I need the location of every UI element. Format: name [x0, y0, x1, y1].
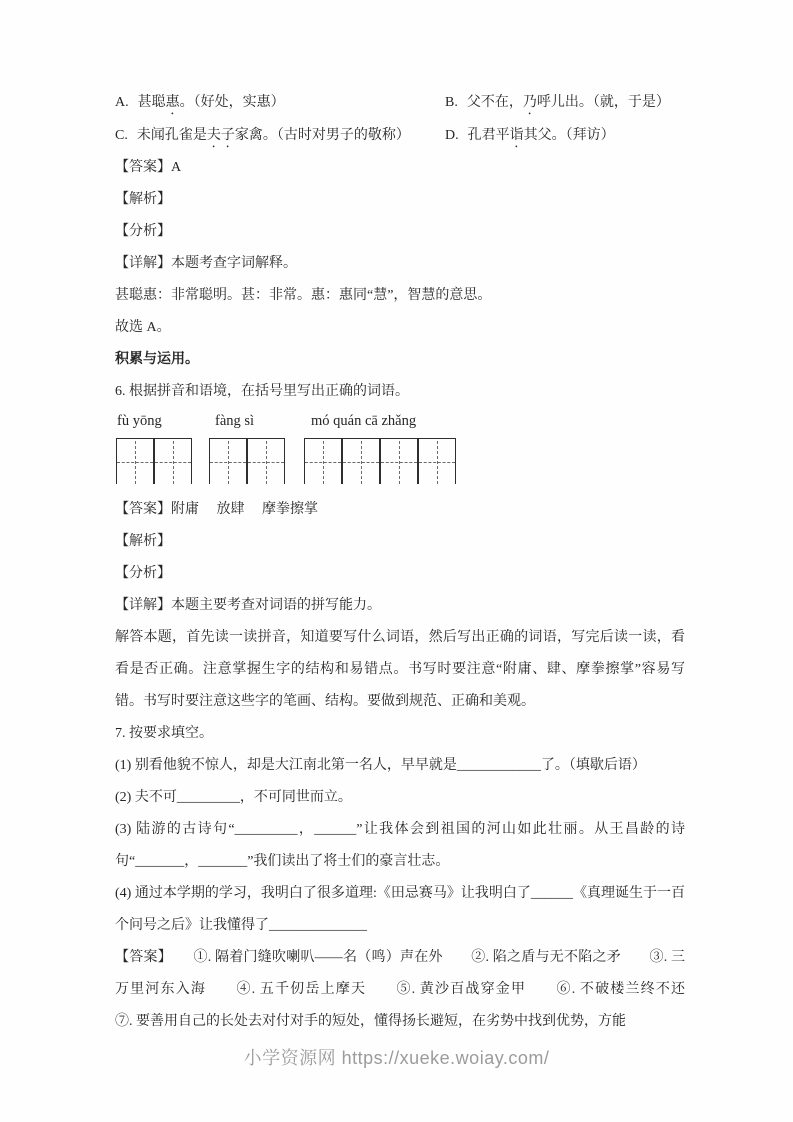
writing-grids-row: [115, 438, 685, 485]
pinyin-word-3: mó quán cā zhǎng: [311, 413, 417, 429]
option-d-label: D.: [445, 128, 459, 143]
footer-site-url: https://xueke.woiay.com/: [341, 1048, 550, 1068]
q6-jiexi-label: 【解析】: [115, 534, 171, 549]
q6-fenxi-label: 【分析】: [115, 566, 171, 581]
q5-conclusion-line: 故选 A。: [115, 320, 171, 335]
option-b-text: 父不在，: [466, 95, 523, 110]
option-c-gloss: 家禽。（古时对男子的敬称）: [234, 128, 410, 143]
q6-detail-line: 【详解】本题主要考查对词语的拼写能力。: [115, 598, 381, 613]
section-title: 积累与运用。: [115, 352, 199, 367]
pinyin-word-1: fù yōng: [117, 413, 162, 429]
writing-grid-cell: [305, 439, 341, 484]
option-a-gloss: 。（好处，实惠）: [179, 95, 285, 110]
writing-grid: [116, 438, 192, 484]
options-row-2: [115, 119, 685, 152]
writing-grid-cell: [117, 439, 153, 484]
footer-site-name: 小学资源网: [243, 1048, 342, 1068]
writing-grid-cell: [153, 439, 191, 484]
writing-grid-cell: [246, 439, 284, 484]
option-d-gloss: 其父。（拜访）: [523, 128, 615, 143]
option-b-gloss: 呼儿出。（就，于是）: [536, 95, 670, 110]
option-a-emphasized-char: 惠: [165, 95, 180, 110]
option-b: [445, 86, 685, 119]
pinyin-row: [115, 408, 685, 435]
q5-answer-line: 【答案】A: [115, 160, 182, 175]
q7-item-3: (3) 陆游的古诗句“_________，______”让我体会到祖国的河山如此壮丽。从王昌龄的诗句“_______，_______”我们读出了将士们的豪言壮志。: [115, 822, 685, 869]
q7-item-2: (2) 夫不可_________，不可同世而立。: [115, 790, 352, 805]
writing-grid: [304, 438, 456, 484]
q6-explanation-paragraph: 解答本题，首先读一读拼音，知道要写什么词语，然后写出正确的词语，写完后读一读，看看是否正确。注意掌握生字的结构和易错点。书写时要注意“附庸、肆、摩拳擦掌”容易写错。书写时要注意这些字的笔画、结构。要做到规范、正确和美观。: [115, 630, 685, 709]
option-d-text: 孔君平: [467, 128, 510, 143]
option-c-text: 未闻孔雀是: [136, 128, 207, 143]
pinyin-word-2: fàng sì: [215, 413, 255, 429]
q7-item-1: (1) 别看他貌不惊人，却是大江南北第一名人，早早就是____________了。（填歇后语）: [115, 758, 646, 773]
q7-stem: 7. 按要求填空。: [115, 726, 213, 741]
option-b-emphasized-char: 乃: [522, 95, 537, 110]
q7-item-4: (4) 通过本学期的学习，我明白了很多道理:《田忌赛马》让我明白了______《真理诞生于一百个问号之后》让我懂得了______________: [115, 886, 685, 933]
q6-answer-line: 【答案】附庸 放肆 摩拳擦掌: [115, 502, 318, 517]
q5-explanation-line: 甚聪惠：非常聪明。甚：非常。惠：惠同“慧”，智慧的意思。: [115, 288, 492, 303]
option-b-label: B.: [445, 95, 458, 110]
page-content: [115, 86, 713, 1038]
writing-grid-cell: [341, 439, 379, 484]
option-c-label: C.: [115, 128, 128, 143]
page-footer: [0, 1044, 793, 1070]
q5-detail-line: 【详解】本题考查字词解释。: [115, 256, 297, 271]
option-a: [115, 86, 445, 119]
q5-jiexi-label: 【解析】: [115, 192, 171, 207]
option-c-emphasized-char: 夫子: [206, 128, 235, 143]
option-d: [445, 119, 685, 152]
option-a-text: 甚聪: [137, 95, 166, 110]
writing-grid-cell: [210, 439, 246, 484]
writing-grid-cell: [417, 439, 455, 484]
q5-fenxi-label: 【分析】: [115, 224, 171, 239]
writing-grid: [209, 438, 285, 484]
q6-stem: 6. 根据拼音和语境，在括号里写出正确的词语。: [115, 384, 409, 399]
options-row-1: [115, 86, 685, 119]
q7-answer-paragraph: 【答案】 ①. 隔着门缝吹喇叭——名（鸣）声在外 ②. 陷之盾与无不陷之矛 ③. 三万里河东入海 ④. 五千仞岳上摩天 ⑤. 黄沙百战穿金甲 ⑥. 不破楼兰终不还 ⑦. 要善用自己的长处去对付对手的短处，懂得扬长避短，在劣势中找到优势，方能: [115, 950, 713, 1029]
option-c: [115, 119, 445, 152]
writing-grid-cell: [379, 439, 417, 484]
option-a-label: A.: [115, 95, 129, 110]
option-d-emphasized-char: 诣: [509, 128, 524, 143]
